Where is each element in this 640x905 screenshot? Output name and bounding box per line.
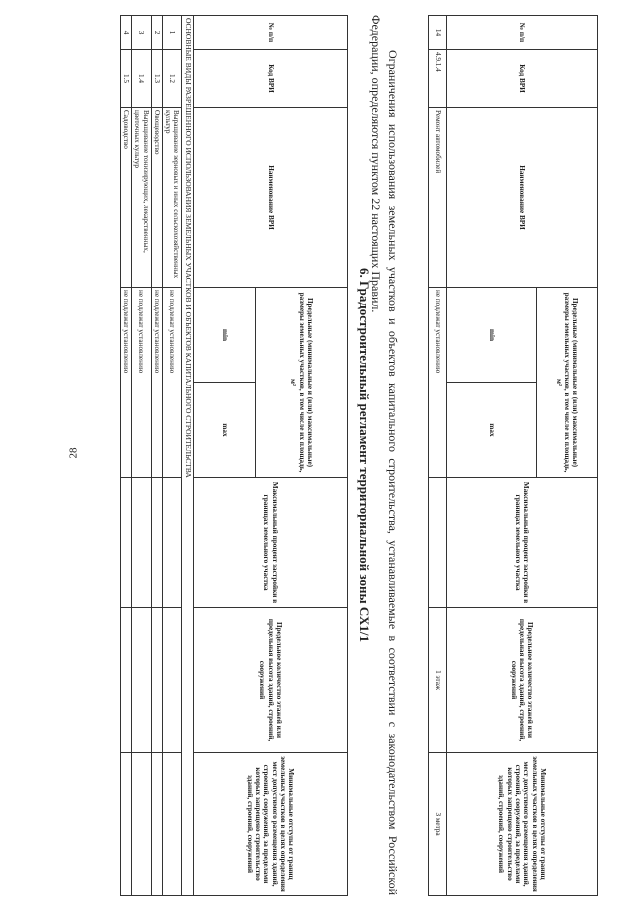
row-number: 1 — [162, 16, 182, 50]
header-name: Наименование ВРИ — [194, 108, 348, 288]
header-max: max — [194, 383, 256, 478]
permitted-use-table-continued — [428, 15, 598, 896]
header-setback: Минимальные отступы от границ земельных участков в целях определения мест допустимого размещения зданий, строений, сооружений, за пределами которых запрещено строительство зданий, строений, сооружений — [447, 753, 598, 896]
row-percent — [162, 478, 182, 608]
page-content — [58, 15, 598, 895]
row-size: не подлежат установлению — [429, 288, 447, 478]
header-size: Предельные (минимальные и (или) максимальные) размеры земельных участков, в том числе их площадь, м² — [256, 288, 348, 478]
header-floors: Предельное количество этажей или предельная высота зданий, строений, сооружений — [194, 608, 348, 753]
table-row — [162, 16, 182, 896]
row-size: не подлежат установлению — [151, 288, 162, 478]
row-number: 3 — [131, 16, 151, 50]
row-size: не подлежат установлению — [120, 288, 131, 478]
row-percent — [429, 478, 447, 608]
table-row — [131, 16, 151, 896]
header-percent: Максимальный процент застройки в границах земельного участка — [194, 478, 348, 608]
row-name: Выращивание зерновых и иных сельскохозяйственных культур — [162, 108, 182, 288]
header-floors: Предельное количество этажей или предельная высота зданий, строений, сооружений — [447, 608, 598, 753]
header-size-group — [447, 288, 598, 478]
row-floors: 1 этаж — [429, 608, 447, 753]
header-code: Код ВРИ — [447, 50, 598, 108]
row-size: не подлежат установлению — [131, 288, 151, 478]
row-code: 1.5 — [120, 50, 131, 108]
header-max: max — [487, 423, 496, 437]
header-size: Предельные (минимальные и (или) максимальные) размеры земельных участков, в том числе их площадь, м² — [536, 288, 597, 477]
table-row — [120, 16, 131, 896]
row-setback — [162, 753, 182, 896]
row-name: Ремонт автомобилей — [429, 108, 447, 288]
row-setback — [151, 753, 162, 896]
header-number: № п/п — [194, 16, 348, 50]
header-min: min — [447, 288, 536, 383]
zone-title: 6. Градостроительный регламент территориальной зоны СХ1/1 — [357, 268, 372, 642]
row-percent — [120, 478, 131, 608]
header-min: min — [194, 288, 256, 383]
row-setback — [120, 753, 131, 896]
row-name: Овощеводство — [151, 108, 162, 288]
table-row — [151, 16, 162, 896]
row-percent — [131, 478, 151, 608]
row-number: 4 — [120, 16, 131, 50]
row-code: 1.2 — [162, 50, 182, 108]
row-size: не подлежат установлению — [162, 288, 182, 478]
header-number: № п/п — [447, 16, 598, 50]
restrictions-paragraph: Ограничения использования земельных участков и объектов капитального строительства, устанавливаемые в соответствии с законодательством Российской Федерации, определяются пунктом 22 настоящих Правил. — [369, 15, 400, 895]
row-floors — [131, 608, 151, 753]
row-code: 1.3 — [151, 50, 162, 108]
row-code: 1.4 — [131, 50, 151, 108]
row-code: 4.9.1.4 — [429, 50, 447, 108]
row-number: 14 — [429, 16, 447, 50]
row-name: Садоводство — [120, 108, 131, 288]
section-title: ОСНОВНЫЕ ВИДЫ РАЗРЕШЕННОГО ИСПОЛЬЗОВАНИЯ ЗЕМЕЛЬНЫХ УЧАСТКОВ И ОБЪЕКТОВ КАПИТАЛЬНОГО СТРОИТЕЛЬСТВА — [182, 16, 194, 896]
row-setback: 3 метра — [429, 753, 447, 896]
row-floors — [120, 608, 131, 753]
header-name: Наименование ВРИ — [447, 108, 598, 288]
row-percent — [151, 478, 162, 608]
row-floors — [162, 608, 182, 753]
header-percent: Максимальный процент застройки в границах земельного участка — [447, 478, 598, 608]
section-row — [182, 16, 194, 896]
row-setback — [131, 753, 151, 896]
zone-regulation-table — [120, 15, 348, 896]
header-setback: Минимальные отступы от границ земельных участков в целях определения мест допустимого размещения зданий, строений, сооружений, за пределами которых запрещено строительство зданий, строений, сооружений — [194, 753, 348, 896]
row-floors — [151, 608, 162, 753]
page-number-text: 28 — [67, 447, 79, 458]
row-number: 2 — [151, 16, 162, 50]
row-name: Выращивание тонизирующих, лекарственных, цветочных культур — [131, 108, 151, 288]
table-row — [429, 16, 447, 896]
header-code: Код ВРИ — [194, 50, 348, 108]
